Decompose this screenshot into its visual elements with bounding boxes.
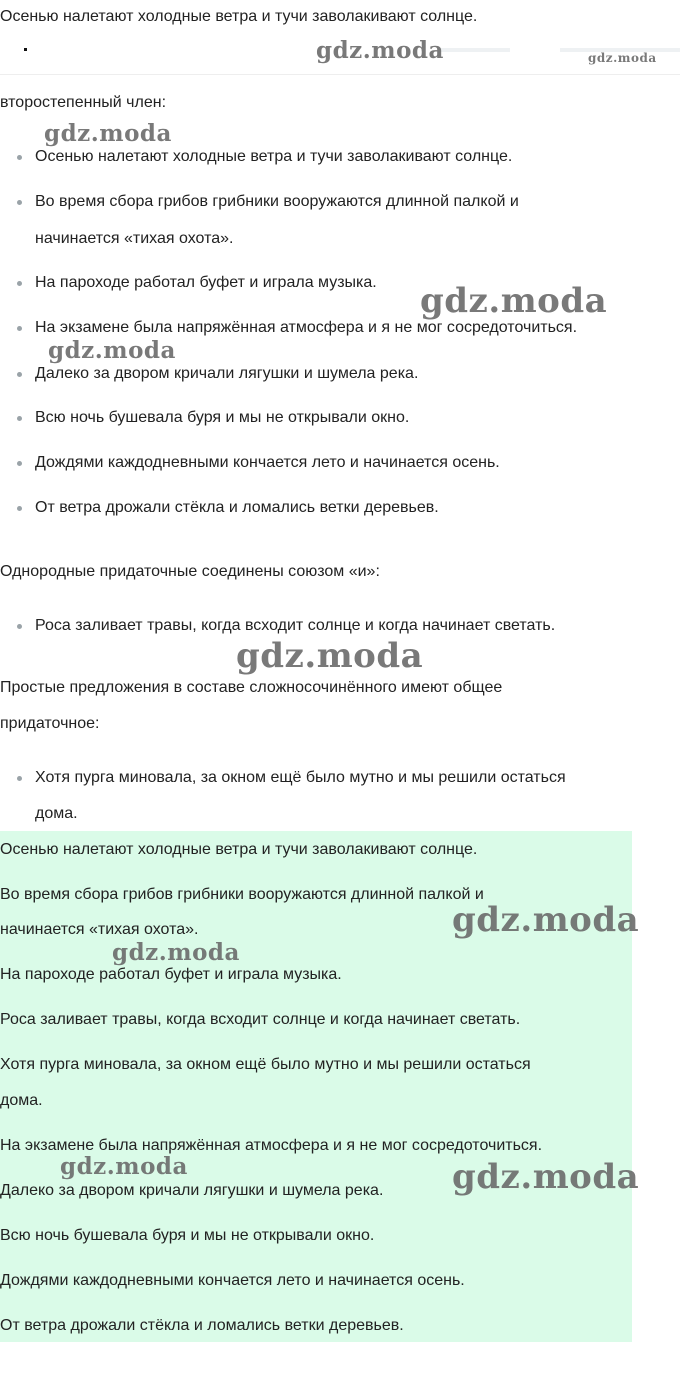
answer-line: Хотя пурга миновала, за окном ещё было мутно и мы решили остаться [0,1056,531,1073]
watermark-logo: gdz.moda [316,37,444,64]
list-item: Дождями каждодневными кончается лето и начинается осень. [35,454,500,471]
section1-intro: второстепенный член: [0,94,167,111]
bullet-dot [17,281,22,286]
list-item: Хотя пурга миновала, за окном ещё было мутно и мы решили остаться [35,769,566,786]
answer-line: На пароходе работал буфет и играла музыка. [0,966,342,983]
list-item: Осенью налетают холодные ветра и тучи заволакивают солнце. [35,148,513,165]
bullet-dot [17,776,22,781]
top-fade-line [440,48,510,52]
top-text-line: Осенью налетают холодные ветра и тучи заволакивают солнце. [0,8,478,25]
watermark-logo: gdz.moda [452,900,640,940]
bullet-dot [17,416,22,421]
answer-line: Во время сбора грибов грибники вооружаются длинной палкой и [0,886,484,903]
answer-line: начинается «тихая охота». [0,921,199,938]
list-item: От ветра дрожали стёкла и ломались ветки деревьев. [35,499,439,516]
watermark-logo: gdz.moda [48,337,176,364]
watermark-logo: gdz.moda [112,939,240,966]
bullet-dot [17,506,22,511]
answer-line: Всю ночь бушевала буря и мы не открывали окно. [0,1227,375,1244]
watermark-logo: gdz.moda [60,1153,188,1180]
top-dot-mark [24,48,27,51]
answer-line: На экзамене была напряжённая атмосфера и я не мог сосредоточиться. [0,1137,543,1154]
watermark-logo: gdz.moda [452,1157,640,1197]
list-item: Далеко за двором кричали лягушки и шумела река. [35,365,419,382]
watermark-logo: gdz.moda [44,120,172,147]
list-item-continuation: дома. [35,805,78,822]
bullet-dot [17,372,22,377]
section2-intro: Однородные придаточные соединены союзом «и»: [0,563,380,580]
list-item: Всю ночь бушевала буря и мы не открывали окно. [35,409,410,426]
answer-line: Далеко за двором кричали лягушки и шумела река. [0,1182,384,1199]
watermark-logo: gdz.moda [588,51,657,65]
bullet-dot [17,461,22,466]
answer-line: дома. [0,1092,43,1109]
list-item-continuation: начинается «тихая охота». [35,230,234,247]
section3-intro-continuation: придаточное: [0,715,100,732]
list-item: Роса заливает травы, когда всходит солнце и когда начинает светать. [35,617,556,634]
list-item: На пароходе работал буфет и играла музыка. [35,274,377,291]
bullet-dot [17,155,22,160]
answer-line: От ветра дрожали стёкла и ломались ветки деревьев. [0,1317,404,1334]
list-item: На экзамене была напряжённая атмосфера и я не мог сосредоточиться. [35,319,578,336]
answer-line: Осенью налетают холодные ветра и тучи заволакивают солнце. [0,841,478,858]
watermark-logo: gdz.moda [420,281,608,321]
watermark-logo: gdz.moda [236,636,424,676]
bullet-dot [17,200,22,205]
bullet-dot [17,624,22,629]
bullet-dot [17,326,22,331]
answer-line: Дождями каждодневными кончается лето и начинается осень. [0,1272,465,1289]
answer-line: Роса заливает травы, когда всходит солнце и когда начинает светать. [0,1011,521,1028]
section3-intro: Простые предложения в составе сложносочинённого имеют общее [0,679,503,696]
list-item: Во время сбора грибов грибники вооружаются длинной палкой и [35,193,519,210]
